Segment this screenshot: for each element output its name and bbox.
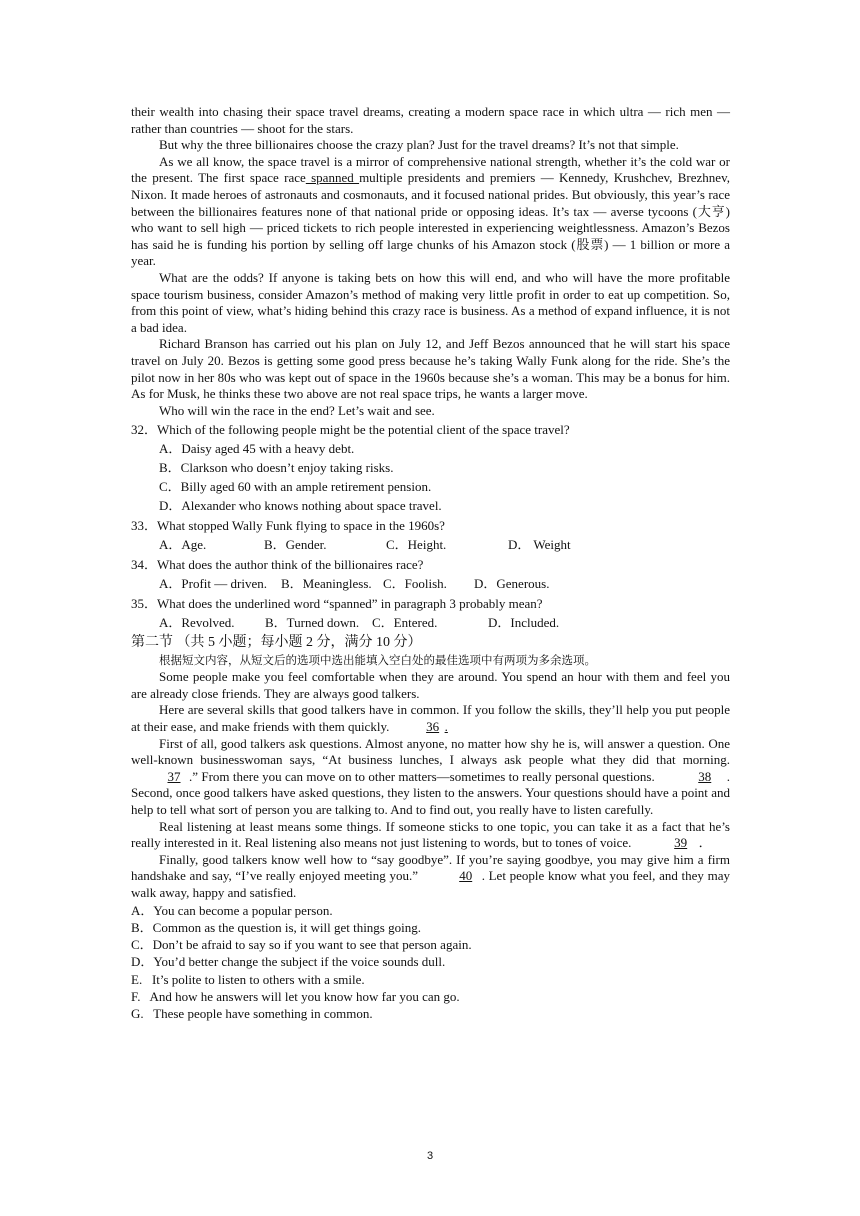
passage-text: As we all know, the space travel is a mirror of comprehensive national strength, whether it’s the cold war or the present. The first space race bbox=[131, 153, 730, 186]
passage-paragraph bbox=[131, 736, 730, 819]
passage-text: . Let people know what you feel, and they may walk away, happy and satisfied. bbox=[131, 868, 730, 900]
choice-d: D．You’d better change the subject if the voice sounds dull. bbox=[131, 954, 446, 970]
option-d: D．Generous. bbox=[474, 576, 550, 592]
option-c: C．Height. bbox=[386, 537, 447, 553]
question-stem: 32．Which of the following people might be the potential client of the space travel? bbox=[131, 422, 570, 438]
question-stem: 35．What does the underlined word “spanned” in paragraph 3 probably mean? bbox=[131, 596, 543, 612]
choice-g: G. These people have something in common. bbox=[131, 1006, 373, 1022]
choice-c: C．Don’t be afraid to say so if you want to see that person again. bbox=[131, 937, 472, 953]
passage-paragraph bbox=[131, 702, 730, 735]
question-options bbox=[131, 574, 730, 593]
choice-a: A．You can become a popular person. bbox=[131, 902, 333, 918]
option-b: B．Gender. bbox=[264, 537, 327, 553]
blank-38: 38 bbox=[698, 768, 712, 784]
question-33 bbox=[131, 516, 730, 554]
passage-text: First of all, good talkers ask questions. Almost anyone, no matter how shy he is, will answer a question. One well-known businesswoman says, “At business lunches, I always ask people what they did that morning. bbox=[131, 735, 730, 768]
option-c: C．Entered. bbox=[372, 615, 438, 631]
option-d: D．Included. bbox=[488, 615, 560, 631]
passage-text: Real listening at least means some things. If someone sticks to one topic, you can take it as a fact that he’s really interested in it. Real listening also means not just listening to words, but to tones of voice. bbox=[131, 818, 730, 851]
page-number: 3 bbox=[426, 1150, 434, 1162]
option-c: C．Billy aged 60 with an ample retirement pension. bbox=[159, 479, 432, 495]
section-2-instruction: 根据短文内容，从短文后的选项中选出能填入空白处的最佳选项中有两项为多余选项。 bbox=[159, 655, 596, 668]
passage-paragraph: Some people make you feel comfortable when they are around. You spend an hour with them and feel you are already close friends. They are always good talkers. bbox=[131, 669, 730, 701]
option-d: D．Alexander who knows nothing about space travel. bbox=[159, 498, 442, 514]
section-2-title: 第二节 （共 5 小题；每小题 2 分，满分 10 分） bbox=[131, 635, 422, 651]
passage-paragraph: their wealth into chasing their space travel dreams, creating a modern space race in which ultra — rich men — rather than countries — shoot for the stars. bbox=[131, 104, 730, 136]
underlined-word-spanned: spanned bbox=[305, 170, 360, 186]
passage-paragraph: Who will win the race in the end? Let’s wait and see. bbox=[159, 402, 435, 418]
option-a: A．Age. bbox=[159, 537, 207, 553]
question-32 bbox=[131, 420, 730, 515]
question-options bbox=[131, 535, 730, 554]
passage-paragraph: But why the three billionaires choose the crazy plan? Just for the travel dreams? It’s not that simple. bbox=[159, 137, 679, 153]
passage-text: multiple presidents and premiers — Kennedy, Krushchev, Brezhnev, Nixon. It made heroes of astronauts and cosmonauts, and it focused national prides. But obviously, this year’s race between the billionaires features none of that national pride or opposing ideas. It’s tax — averse tycoons (大亨) who want to sell high — priced tickets to rich people interested in experiencing weightlessness. Amazon’s Bezos has said he is funding his portion by selling off large chunks of his Amazon stock (股票) — 1 billion or more a year. bbox=[131, 170, 730, 269]
option-a: A．Revolved. bbox=[159, 615, 235, 631]
choice-e: E. It’s polite to listen to others with a smile. bbox=[131, 971, 365, 987]
option-b: B．Turned down. bbox=[265, 615, 360, 631]
option-a: A．Daisy aged 45 with a heavy debt. bbox=[159, 441, 355, 457]
passage-text: . bbox=[444, 719, 448, 735]
blank-36: 36 bbox=[426, 719, 440, 735]
passage-text: Here are several skills that good talkers have in common. If you follow the skills, they’ll help you put people at their ease, and make friends with them quickly. bbox=[131, 702, 730, 735]
option-b: B．Clarkson who doesn’t enjoy taking risks. bbox=[159, 460, 394, 476]
choice-f: F. And how he answers will let you know how far you can go. bbox=[131, 989, 460, 1005]
question-options bbox=[131, 439, 730, 515]
question-stem: 34．What does the author think of the billionaires race? bbox=[131, 557, 424, 573]
passage-paragraph: Richard Branson has carried out his plan on July 12, and Jeff Bezos announced that he will start his space travel on July 20. Bezos is getting some good press because he’s taking Wally Funk along for the ride. She’s the pilot now in her 80s who was kept out of space in the 1960s because she’s a woman. This may be a bonus for him. As for Musk, he thinks these two above are not real space trips, he wants a larger move. bbox=[131, 336, 730, 402]
blank-39: 39 bbox=[674, 835, 688, 851]
blank-40: 40 bbox=[459, 868, 473, 884]
option-c: C．Foolish. bbox=[383, 576, 447, 592]
passage-text: .” From there you can move on to other matters—sometimes to really personal questions. bbox=[189, 768, 655, 784]
question-35 bbox=[131, 594, 730, 632]
passage-paragraph bbox=[131, 819, 730, 852]
question-stem: 33．What stopped Wally Funk flying to space in the 1960s? bbox=[131, 518, 445, 534]
passage-text: . Second, once good talkers have asked questions, they listen to the answers. Your questions should have a point and help to tell what sort of person you are talking to. And to find out, you really have to listen carefully. bbox=[131, 768, 730, 818]
answer-choices bbox=[131, 902, 730, 1023]
passage-paragraph bbox=[131, 852, 730, 902]
passage-paragraph bbox=[131, 154, 730, 270]
option-b: B．Meaningless. bbox=[281, 576, 372, 592]
passage-paragraph: What are the odds? If anyone is taking bets on how this will end, and who will have the more profitable space tourism business, consider Amazon’s method of making very little profit in order to eat up competition. So, from this point of view, what’s hiding behind this crazy race is business. As a method of expand influence, it is not a bad idea. bbox=[131, 269, 730, 335]
blank-37: 37 bbox=[167, 768, 181, 784]
option-a: A．Profit — driven. bbox=[159, 576, 267, 592]
question-options bbox=[131, 613, 730, 632]
passage-text: Finally, good talkers know well how to “say goodbye”. If you’re saying goodbye, you may give him a firm handshake and say, “I’ve really enjoyed meeting you.” bbox=[131, 851, 730, 884]
option-d: D． Weight bbox=[508, 537, 571, 553]
passage-text: ． bbox=[698, 835, 712, 851]
question-34 bbox=[131, 555, 730, 593]
choice-b: B．Common as the question is, it will get things going. bbox=[131, 919, 421, 935]
page-content bbox=[131, 104, 730, 1023]
